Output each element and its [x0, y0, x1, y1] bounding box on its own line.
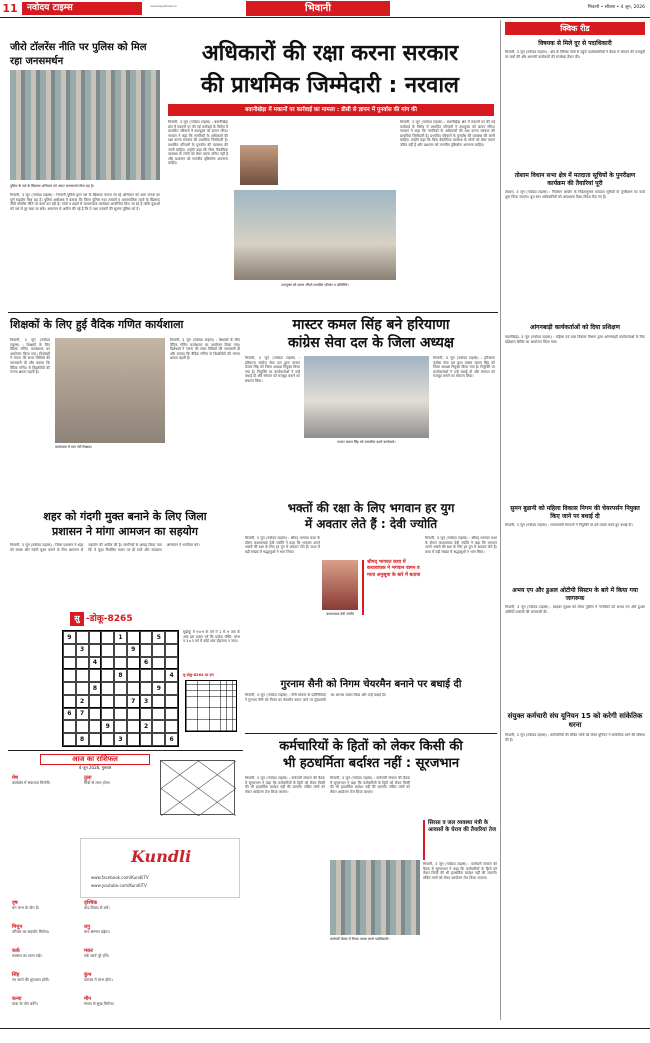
- horoscope-sign-name: तुला: [84, 775, 92, 781]
- sudoku-cell[interactable]: 5: [152, 631, 165, 644]
- sudoku-cell[interactable]: [140, 708, 153, 721]
- gurunam-headline: गुरनाम सैनी को निगम चेयरमैन बनाने पर बधाई दी: [280, 679, 462, 690]
- sudoku-cell[interactable]: [114, 695, 127, 708]
- garbage-body: भिवानी, 3 जून (नवोदय टाइम्स) : जिला प्रशासन ने शहर को स्वच्छ और गंदगी मुक्त बनाने के लिए आमजन से सहयोग की अपील की है। नागरिकों से आग्रह किया गया कि वे कूड़ा निर्धारित स्थान पर ही डालें और स्वच्छता अभियान में भागीदार बनें।: [10, 543, 200, 552]
- sudoku-cell[interactable]: 3: [114, 733, 127, 746]
- sudoku-cell[interactable]: [89, 644, 102, 657]
- sidebar-item-headline: संयुक्त कर्मचारी संघ यूनियन 15 को करेगी सांकेतिक धरना: [507, 712, 643, 729]
- sudoku-cell[interactable]: 3: [76, 644, 89, 657]
- sudoku-cell[interactable]: [152, 708, 165, 721]
- sudoku-cell[interactable]: [165, 657, 178, 670]
- sudoku-cell[interactable]: [89, 669, 102, 682]
- congress-body-b: भिवानी, 3 जून (नवोदय टाइम्स) : हरियाणा कांग्रेस सेवा दल द्वारा मास्टर कमल सिंह को जिला अध्यक्ष नियुक्त किया गया है। नियुक्ति पर कार्यकर्ताओं ने उन्हें बधाई दी और संगठन को मजबूत बनाने का संकल्प लिया।: [433, 356, 495, 379]
- sudoku-cell[interactable]: [101, 708, 114, 721]
- sudoku-cell[interactable]: 2: [140, 720, 153, 733]
- sudoku-cell[interactable]: 4: [89, 657, 102, 670]
- sudoku-cell[interactable]: 3: [140, 695, 153, 708]
- section-rule: [8, 312, 498, 313]
- sudoku-cell[interactable]: 1: [114, 631, 127, 644]
- sudoku-cell[interactable]: 9: [101, 720, 114, 733]
- horoscope-item: [12, 900, 78, 911]
- horoscope-sign-text: कार्यक्षेत्र में सफलता मिलेगी।: [12, 780, 51, 786]
- horoscope-sign-name: मीन: [84, 996, 92, 1002]
- sudoku-cell[interactable]: [63, 720, 76, 733]
- vedic-body: भिवानी, 3 जून (नवोदय टाइम्स) : शिक्षकों के लिए वैदिक गणित कार्यशाला का आयोजन किया गया। विशेषज्ञों ने गणना की सरल विधियों की जानकारी दी और बताया कि वैदिक गणित से विद्यार्थियों की गणना क्षमता बढ़ती है।: [10, 338, 50, 375]
- horoscope-sign-name: कर्क: [12, 948, 20, 954]
- section-title: भिवानी: [246, 1, 390, 16]
- sudoku-cell[interactable]: [101, 669, 114, 682]
- vedic-body-b: भिवानी, 3 जून (नवोदय टाइम्स) : शिक्षकों के लिए वैदिक गणित कार्यशाला का आयोजन किया गया। विशेषज्ञों ने गणना की सरल विधियों की जानकारी दी और बताया कि वैदिक गणित से विद्यार्थियों की गणना क्षमता बढ़ती है।: [170, 338, 240, 361]
- sudoku-cell[interactable]: [76, 657, 89, 670]
- sudoku-cell[interactable]: [140, 669, 153, 682]
- horoscope-item: [12, 996, 78, 1007]
- devi-body-b: भिवानी, 3 जून (नवोदय टाइम्स) : श्रीमद् भागवत कथा के दौरान कथावाचक देवी ज्योति ने कहा कि भगवान अपने भक्तों की रक्षा के लिए हर युग में अवतार लेते हैं। कथा में बड़ी संख्या में श्रद्धालुओं ने भाग लिया।: [425, 536, 497, 554]
- sudoku-cell[interactable]: [101, 682, 114, 695]
- sudoku-cell[interactable]: [127, 682, 140, 695]
- horoscope-sign-text: नए कार्य की शुरुआत होगी।: [12, 977, 50, 983]
- employees-body-c: भिवानी, 3 जून (नवोदय टाइम्स) : कर्मचारी संगठन की बैठक में सूरजभान ने कहा कि कर्मचारियों के हितों को लेकर किसी की भी हठधर्मिता बर्दाश्त नहीं की जाएगी। लंबित मांगों को लेकर आंदोलन तेज किया जाएगा।: [423, 862, 497, 880]
- employees-photo: [330, 860, 420, 935]
- horoscope-sign-name: कुंभ: [84, 972, 92, 978]
- horoscope-item: [84, 775, 150, 786]
- horoscope-item: [84, 972, 150, 983]
- devi-caption: कथावाचक देवी ज्योति: [326, 612, 354, 616]
- kundli-chart-lines: [161, 761, 236, 816]
- sudoku-solution-grid: [185, 680, 237, 732]
- sudoku-cell[interactable]: 8: [114, 669, 127, 682]
- sidebar-item-body: बवानीखेड़ा, 3 जून (नवोदय टाइम्स) : महिला एवं बाल विकास विभाग द्वारा आंगनबाड़ी कार्यकर्ताओं के लिए प्रशिक्षण शिविर का आयोजन किया गया।: [505, 335, 645, 344]
- congress-caption: मास्टर कमल सिंह को सम्मानित करते कार्यकर्ता।: [337, 440, 396, 444]
- horoscope-sign-text: वाद-विवाद से बचें।: [84, 905, 110, 911]
- sudoku-cell[interactable]: 6: [165, 733, 178, 746]
- kundli-ad: [80, 838, 240, 898]
- sidebar-item-body: तोशाम, 3 जून (नवोदय टाइम्स) : निर्वाचन आयोग के निर्देशानुसार मतदाता सूचियों के पुनरीक्षण का कार्य शुरू किया जाएगा। बूथ स्तर अधिकारियों को आवश्यक दिशा-निर्देश दिए गए हैं।: [505, 190, 645, 199]
- congress-headline-2: कांग्रेस सेवा दल के जिला अध्यक्ष: [288, 335, 454, 351]
- sudoku-cell[interactable]: [89, 733, 102, 746]
- sidebar-item-body: भिवानी, 3 जून (नवोदय टाइम्स) : समाजसेवी संगठनों ने नियुक्ति पर हर्ष व्यक्त करते हुए बधाई दी।: [505, 523, 633, 527]
- section-rule: [8, 750, 243, 751]
- sudoku-cell[interactable]: 9: [127, 644, 140, 657]
- sudoku-cell[interactable]: [76, 682, 89, 695]
- horoscope-item: [12, 775, 78, 786]
- horoscope-sign-text: मित्रों से लाभ होगा।: [84, 780, 111, 786]
- footer-rule: [0, 1028, 650, 1029]
- sudoku-label: सु: [70, 612, 84, 626]
- sudoku-cell[interactable]: [114, 682, 127, 695]
- rights-body-b: भिवानी, 3 जून (नवोदय टाइम्स) : बवानीखेड़ा क्षेत्र में मकानों पर की गई कार्रवाई के विरोध में प्रभावित परिवारों ने उपायुक्त को ज्ञापन सौंपा। नरवाल ने कहा कि नागरिकों के अधिकारों की रक्षा करना सरकार की प्राथमिक जिम्मेदारी है। प्रभावित परिवारों के पुनर्वास की व्यवस्था की जानी चाहिए। उन्होंने कहा कि बिना वैकल्पिक व्यवस्था के लोगों को बेघर करना उचित नहीं है और प्रशासन को मानवीय दृष्टिकोण अपनाना चाहिए।: [400, 120, 495, 147]
- garbage-headline-2: प्रशासन ने मांगा आमजन का सहयोग: [52, 525, 198, 538]
- sudoku-cell[interactable]: [76, 720, 89, 733]
- devi-body-a: भिवानी, 3 जून (नवोदय टाइम्स) : श्रीमद् भागवत कथा के दौरान कथावाचक देवी ज्योति ने कहा कि भगवान अपने भक्तों की रक्षा के लिए हर युग में अवतार लेते हैं। कथा में बड़ी संख्या में श्रद्धालुओं ने भाग लिया।: [245, 536, 320, 554]
- sudoku-cell[interactable]: [76, 631, 89, 644]
- sudoku-cell[interactable]: [89, 695, 102, 708]
- sudoku-cell[interactable]: [101, 657, 114, 670]
- sidebar-item-headline: अभय एप और डुअल ओटीपी सिस्टम के बारे में किया गया जागरूक: [512, 587, 638, 602]
- sudoku-cell[interactable]: [165, 720, 178, 733]
- sudoku-cell[interactable]: [114, 708, 127, 721]
- sidebar-item-body: भिवानी, 3 जून (नवोदय टाइम्स) : क्षेत्र के विभिन्न गांवों से पहुंचे पदाधिकारियों ने बैठक में संगठन की मजबूती पर चर्चा की और आगामी कार्यक्रमों की रूपरेखा तैयार की।: [505, 50, 645, 59]
- facebook-link[interactable]: www.facebook.com/KundliTV: [91, 875, 149, 880]
- devi-headline-2: में अवतार लेते हैं : देवी ज्योति: [304, 517, 438, 531]
- sudoku-cell[interactable]: [89, 720, 102, 733]
- vedic-photo: [55, 338, 165, 443]
- sudoku-cell[interactable]: [101, 695, 114, 708]
- employees-caption: कर्मचारी बैठक में विचार व्यक्त करते पदाधिकारी।: [330, 937, 390, 941]
- sidebar-item-body: भिवानी, 3 जून (नवोदय टाइम्स) : कर्मचारियों की लंबित मांगों को लेकर यूनियन ने सांकेतिक धरने की घोषणा की है।: [505, 733, 645, 742]
- kundli-logo: Kundli: [131, 847, 192, 866]
- sidebar-item-headline: सुमन बुडानी को महिला विकास निगम की चेयरपर्सन नियुक्त किए जाने पर बधाई दी: [510, 505, 640, 520]
- sudoku-cell[interactable]: [114, 657, 127, 670]
- horoscope-sign-name: मिथुन: [12, 924, 23, 930]
- sudoku-cell[interactable]: 7: [127, 695, 140, 708]
- sidebar-item-headline: आंगनबाड़ी कार्यकर्ताओं को दिया प्रशिक्षण: [530, 324, 620, 331]
- horoscope-item: [12, 972, 78, 983]
- horoscope-item: [84, 996, 150, 1007]
- horoscope-sign-text: परिवार का सहयोग मिलेगा।: [12, 929, 50, 935]
- sudoku-cell[interactable]: 8: [76, 733, 89, 746]
- horoscope-sign-name: कन्या: [12, 996, 22, 1002]
- sudoku-cell[interactable]: 2: [76, 695, 89, 708]
- horoscope-sign-text: रुके कार्य पूरे होंगे।: [84, 953, 110, 959]
- horoscope-sign-name: धनु: [84, 924, 90, 930]
- sudoku-cell[interactable]: [101, 644, 114, 657]
- devi-portrait: [322, 560, 358, 610]
- paper-sub: navodayatimes.in: [150, 4, 177, 8]
- sudoku-cell[interactable]: 9: [63, 631, 76, 644]
- horoscope-sign-text: यात्रा के योग बनेंगे।: [12, 1001, 38, 1007]
- congress-photo: [304, 356, 429, 438]
- employees-body-a: भिवानी, 3 जून (नवोदय टाइम्स) : कर्मचारी संगठन की बैठक में सूरजभान ने कहा कि कर्मचारियों के हितों को लेकर किसी की भी हठधर्मिता बर्दाश्त नहीं की जाएगी। लंबित मांगों को लेकर आंदोलन तेज किया जाएगा।: [245, 776, 325, 794]
- sudoku-cell[interactable]: 6: [63, 708, 76, 721]
- rights-photo: [234, 190, 396, 280]
- tolerance-headline: जीरो टॉलरेंस नीति पर पुलिस को मिल रहा जनसमर्थन: [10, 42, 147, 67]
- sudoku-cell[interactable]: [127, 669, 140, 682]
- page-number: 11: [0, 0, 20, 17]
- vedic-headline: शिक्षकों के लिए हुई वैदिक गणित कार्यशाला: [10, 318, 184, 331]
- sudoku-cell[interactable]: [63, 644, 76, 657]
- rights-body-a: भिवानी, 3 जून (नवोदय टाइम्स) : बवानीखेड़ा क्षेत्र में मकानों पर की गई कार्रवाई के विरोध में प्रभावित परिवारों ने उपायुक्त को ज्ञापन सौंपा। नरवाल ने कहा कि नागरिकों के अधिकारों की रक्षा करना सरकार की प्राथमिक जिम्मेदारी है। प्रभावित परिवारों के पुनर्वास की व्यवस्था की जानी चाहिए। उन्होंने कहा कि बिना वैकल्पिक व्यवस्था के लोगों को बेघर करना उचित नहीं है और प्रशासन को मानवीय दृष्टिकोण अपनाना चाहिए।: [168, 120, 228, 166]
- sudoku-cell[interactable]: 6: [140, 657, 153, 670]
- employees-headline-2: भी हठधर्मिता बर्दाश्त नहीं : सूरजभान: [282, 756, 460, 771]
- sudoku-cell[interactable]: [63, 657, 76, 670]
- sudoku-cell[interactable]: 7: [76, 708, 89, 721]
- youtube-link[interactable]: www.youtube.com/KundliTV: [91, 883, 147, 888]
- sudoku-cell[interactable]: [152, 669, 165, 682]
- rights-headline-1: अधिकारों की रक्षा करना सरकार: [201, 41, 459, 66]
- sudoku-cell[interactable]: [114, 720, 127, 733]
- rights-kicker: बवानीखेड़ा में मकानों पर कार्रवाई का मामला : डीसी से ज्ञापन में पुनर्वास की मांग की: [168, 104, 494, 116]
- sudoku-cell[interactable]: [152, 720, 165, 733]
- horoscope-sign-name: वृष: [12, 900, 18, 906]
- gurunam-body: भिवानी, 3 जून (नवोदय टाइम्स) : सैनी समाज के प्रतिनिधियों ने गुरनाम सैनी को निगम का चेयरमैन बनाए जाने पर मुख्यमंत्री का आभार व्यक्त किया और उन्हें बधाई दी।: [245, 693, 387, 702]
- horoscope-sign-text: स्वास्थ्य का ध्यान रखें।: [12, 953, 42, 959]
- sudoku-cell[interactable]: [63, 733, 76, 746]
- garbage-headline-1: शहर को गंदगी मुक्त बनाने के लिए जिला: [43, 510, 207, 523]
- horoscope-item: [84, 900, 150, 911]
- sudoku-cell[interactable]: [76, 669, 89, 682]
- sudoku-cell[interactable]: [127, 631, 140, 644]
- sudoku-cell[interactable]: [63, 695, 76, 708]
- rights-headline-2: की प्राथमिक जिम्मेदारी : नरवाल: [201, 73, 459, 98]
- vedic-caption: कार्यशाला में भाग लेते शिक्षक।: [55, 445, 93, 449]
- rights-portrait: [240, 145, 278, 185]
- congress-body-a: भिवानी, 3 जून (नवोदय टाइम्स) : हरियाणा कांग्रेस सेवा दल द्वारा मास्टर कमल सिंह को जिला अध्यक्ष नियुक्त किया गया है। नियुक्ति पर कार्यकर्ताओं ने उन्हें बधाई दी और संगठन को मजबूत बनाने का संकल्प लिया।: [245, 356, 300, 383]
- horoscope-sign-name: वृश्चिक: [84, 900, 98, 906]
- tolerance-body: भिवानी, 3 जून (नवोदय टाइम्स) : भिवानी पुलिस द्वारा नशे के खिलाफ चलाए जा रहे अभियान को आम जनता का पूर्ण सहयोग मिल रहा है। पुलिस अधीक्षक ने बताया कि जिला पुलिस नशा तस्करों व असामाजिक तत्वों के खिलाफ जीरो टॉलरेंस नीति पर काम कर रही है। गांवों व शहरों में जागरूकता कार्यक्रम आयोजित किए जा रहे हैं ताकि युवाओं को नशे से दूर रखा जा सके। आमजन से अपील की गई है कि वे नशा तस्करों की सूचना पुलिस को दें।: [10, 193, 160, 211]
- tolerance-photo: [10, 70, 160, 180]
- sudoku-cell[interactable]: [152, 657, 165, 670]
- sudoku-cell[interactable]: [140, 733, 153, 746]
- horoscope-item: [12, 924, 78, 935]
- sudoku-title: -डोकू-8265: [86, 614, 133, 624]
- sudoku-cell[interactable]: [165, 631, 178, 644]
- sudoku-cell[interactable]: 4: [165, 669, 178, 682]
- tolerance-caption: पुलिस के नशे के खिलाफ अभियान को अपार जनसमर्थन मिल रहा है।: [10, 184, 95, 188]
- horoscope-title: आज का राशिफल: [40, 754, 150, 765]
- sudoku-cell[interactable]: 8: [89, 682, 102, 695]
- sidebar-rule: [500, 20, 501, 1020]
- horoscope-sign-name: सिंह: [12, 972, 20, 978]
- sudoku-instructions: सुडोकू में 9×9 के वर्ग में 1 से 9 तक के अंक इस प्रकार भरें कि प्रत्येक पंक्ति, स्तंभ व 3×3 वर्ग में कोई अंक दोहराया न जाए।: [183, 630, 240, 644]
- horoscope-sign-text: संतान से सुख मिलेगा।: [84, 1001, 115, 1007]
- sudoku-cell[interactable]: [63, 669, 76, 682]
- section-rule: [245, 733, 497, 734]
- sudoku-cell[interactable]: [127, 720, 140, 733]
- sudoku-cell[interactable]: [165, 708, 178, 721]
- devi-headline-1: भक्तों की रक्षा के लिए भगवान हर युग: [287, 501, 455, 515]
- employees-headline-1: कर्मचारियों के हितों को लेकर किसी की: [279, 739, 463, 754]
- sudoku-cell[interactable]: [127, 657, 140, 670]
- sudoku-cell[interactable]: [152, 733, 165, 746]
- horoscope-item: [84, 924, 150, 935]
- sudoku-cell[interactable]: [165, 644, 178, 657]
- sudoku-grid[interactable]: [62, 630, 179, 747]
- sudoku-cell[interactable]: [165, 682, 178, 695]
- sudoku-cell[interactable]: [127, 708, 140, 721]
- horoscope-sign-name: मेष: [12, 775, 18, 781]
- rights-caption: उपायुक्त को ज्ञापन सौंपते प्रभावित परिवार व प्रतिनिधि।: [281, 283, 349, 287]
- sidebar-item-headline: विषयक से मिले दूर से पदाधिकारी: [538, 40, 612, 47]
- congress-headline-1: मास्टर कमल सिंह बने हरियाणा: [292, 317, 450, 333]
- sudoku-cell[interactable]: [63, 682, 76, 695]
- sidebar-title: क्विक रीड: [505, 22, 645, 35]
- devi-quote: श्रीमद् भागवत कथा में कथावाचक ने भगवान वामन व माता अनुसूया के बारे में बताया: [362, 560, 422, 615]
- masthead-rule: [0, 17, 650, 18]
- horoscope-sign-text: धन लाभ के योग हैं।: [12, 905, 40, 911]
- sudoku-cell[interactable]: 9: [152, 682, 165, 695]
- horoscope-item: [12, 948, 78, 959]
- sudoku-cell[interactable]: [101, 733, 114, 746]
- horoscope-item: [84, 948, 150, 959]
- employees-subhead: सिरसा व जल व्यवस्था मंत्री के आवासों के घेराव की तैयारियां तेज: [423, 820, 497, 860]
- date-line: भिवानी • सीरसा • 4 जून, 2026: [587, 5, 645, 10]
- horoscope-sign-text: व्यापार में लाभ होगा।: [84, 977, 113, 983]
- sudoku-cell[interactable]: [89, 708, 102, 721]
- sudoku-cell[interactable]: [89, 631, 102, 644]
- kundli-chart: [160, 760, 235, 815]
- sudoku-cell[interactable]: [140, 682, 153, 695]
- paper-name: नवोदय टाइम्स: [22, 2, 142, 15]
- horoscope-sign-name: मकर: [84, 948, 93, 954]
- sidebar-item-headline: तोशाम विधान सभा क्षेत्र में मतदाता सूचियों के पुनरीक्षण कार्यक्रम की तैयारियां पूरी: [514, 172, 636, 187]
- sudoku-cell[interactable]: [152, 695, 165, 708]
- sudoku-cell[interactable]: [140, 644, 153, 657]
- sudoku-cell[interactable]: [114, 644, 127, 657]
- sudoku-cell[interactable]: [101, 631, 114, 644]
- sudoku-solution-label: सु-डोकू-8264 का हल: [183, 673, 214, 677]
- sudoku-cell[interactable]: [152, 644, 165, 657]
- horoscope-date: 4 जून 2026, गुरुवार: [78, 765, 112, 770]
- sudoku-cell[interactable]: [165, 695, 178, 708]
- horoscope-sign-text: मान-सम्मान बढ़ेगा।: [84, 929, 110, 935]
- sidebar-item-body: भिवानी, 3 जून (नवोदय टाइम्स) : साइबर सुरक्षा को लेकर पुलिस ने नागरिकों को अभय एप और डुअल ओटीपी प्रणाली की जानकारी दी।: [505, 605, 645, 614]
- sudoku-cell[interactable]: [140, 631, 153, 644]
- sudoku-cell[interactable]: [127, 733, 140, 746]
- employees-body-b: भिवानी, 3 जून (नवोदय टाइम्स) : कर्मचारी संगठन की बैठक में सूरजभान ने कहा कि कर्मचारियों के हितों को लेकर किसी की भी हठधर्मिता बर्दाश्त नहीं की जाएगी। लंबित मांगों को लेकर आंदोलन तेज किया जाएगा।: [330, 776, 410, 794]
